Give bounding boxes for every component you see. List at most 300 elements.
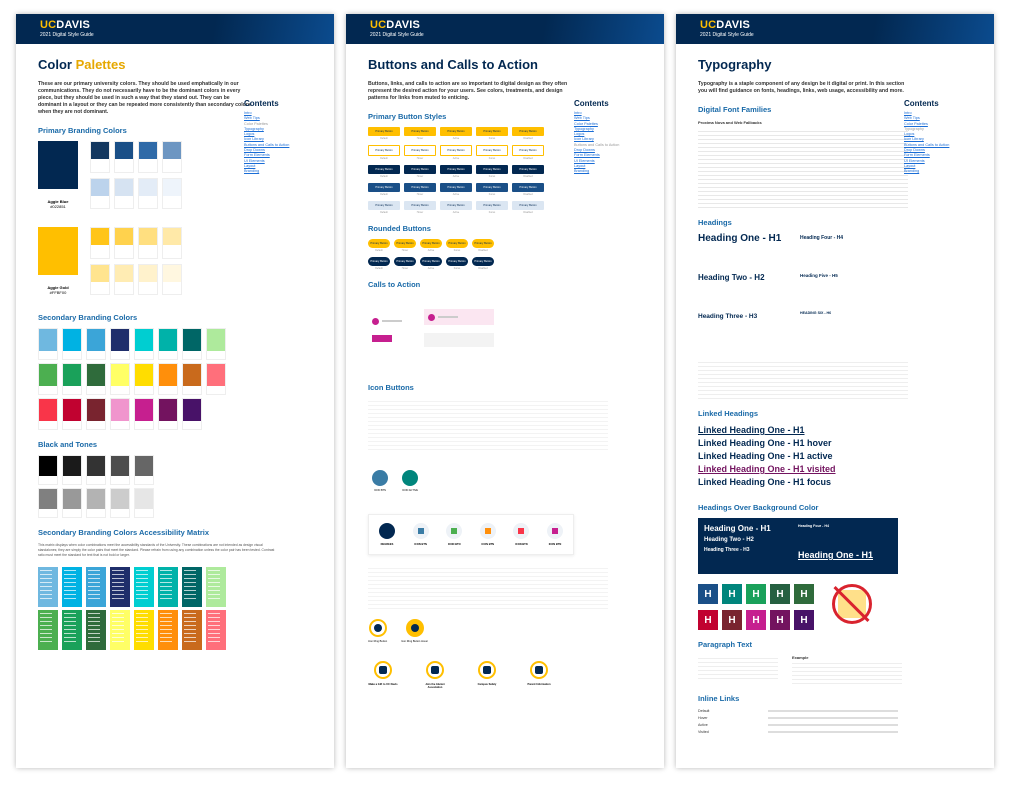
primary-button[interactable]: Primary Button <box>368 183 400 192</box>
swatch-label <box>111 351 129 359</box>
swatch-color <box>115 179 133 196</box>
icon-bar-button[interactable] <box>413 523 429 546</box>
matrix-cell <box>182 610 202 650</box>
button-state-caption: Hover <box>416 211 424 214</box>
bg-headings-heading: Headings Over Background Color <box>698 503 819 512</box>
ring-glyph <box>483 666 491 674</box>
ring-group-button[interactable] <box>420 661 450 689</box>
site-subtitle: 2021 Digital Style Guide <box>700 32 754 38</box>
button-state-caption: Disabled <box>523 175 533 178</box>
color-swatch <box>86 455 106 485</box>
ring-group-button[interactable] <box>524 661 554 689</box>
swatch-label <box>91 282 109 290</box>
swatch-color <box>159 399 177 421</box>
linked-heading-visited[interactable]: Linked Heading One - H1 visited <box>698 464 836 474</box>
button-state-caption: Focus <box>488 157 496 160</box>
swatch-color <box>87 364 105 386</box>
swatch-color <box>111 456 129 476</box>
rounded-button[interactable]: Primary Button <box>368 257 390 266</box>
rounded-button[interactable]: Primary Button <box>420 239 442 248</box>
button-state-caption: Default <box>380 157 388 160</box>
inline-links-heading: Inline Links <box>698 694 740 703</box>
linked-heading-hover[interactable]: Linked Heading One - H1 hover <box>698 438 832 448</box>
blue-tints <box>90 141 182 209</box>
color-swatch <box>90 227 110 259</box>
primary-button[interactable]: Primary Button <box>368 145 400 156</box>
icon-bar-button[interactable] <box>480 523 496 546</box>
primary-button[interactable]: Primary Button <box>512 145 544 156</box>
linked-heading-active[interactable]: Linked Heading One - H1 active <box>698 451 833 461</box>
color-swatch <box>110 398 130 430</box>
button-state-caption: Hover <box>416 157 424 160</box>
matrix-dots <box>40 613 52 643</box>
toc-color-palettes[interactable]: Color Palettes <box>904 121 928 126</box>
button-row <box>368 183 654 192</box>
swatch-label <box>91 196 109 204</box>
icon-bar-button[interactable] <box>446 523 462 546</box>
linked-headings-heading: Linked Headings <box>698 409 759 418</box>
icon-bar-button[interactable] <box>379 523 395 546</box>
swatch-color <box>115 265 133 282</box>
matrix-cell <box>158 610 178 650</box>
button-state-caption: Active <box>427 249 435 252</box>
color-swatch <box>86 363 106 395</box>
caption-row <box>368 249 654 252</box>
icon-ring-group <box>368 661 654 689</box>
h4-sample: Heading Four - H4 <box>800 235 844 241</box>
contents-nav <box>904 99 986 175</box>
color-swatch <box>134 398 154 430</box>
matrix-cell <box>38 567 58 607</box>
heading-color-tile: H <box>698 584 718 604</box>
primary-button[interactable]: Primary Button <box>476 201 508 210</box>
ring-glyph <box>535 666 543 674</box>
button-state-caption: Active <box>452 137 460 140</box>
toc-icon-library[interactable]: Icon Library <box>244 137 264 142</box>
toc-intro[interactable]: Intro <box>904 111 912 115</box>
color-swatch <box>38 455 58 485</box>
primary-button[interactable]: Primary Button <box>512 165 544 174</box>
swatch-color <box>163 228 181 245</box>
swatch-label <box>163 196 181 204</box>
ring-group-button[interactable] <box>472 661 502 689</box>
swatch-label <box>87 476 105 484</box>
color-swatch <box>38 363 58 395</box>
icon-bar-circle <box>480 523 496 539</box>
h2-sample: Heading Two - H2 <box>698 273 765 282</box>
icon-glyph <box>418 528 424 534</box>
button-state-caption: Focus <box>453 249 461 252</box>
icon-buttons-heading: Icon Buttons <box>368 383 414 392</box>
swatch-color <box>135 329 153 351</box>
heading-color-tile: H <box>746 610 766 630</box>
toc-layout[interactable]: Layout <box>574 163 586 168</box>
primary-button[interactable]: Primary Button <box>476 183 508 192</box>
toc-form-elements[interactable]: Form Elements <box>244 153 270 158</box>
primary-button[interactable]: Primary Button <box>440 183 472 192</box>
paragraph-specs <box>698 655 778 681</box>
secondary-colors-heading: Secondary Branding Colors <box>38 313 138 322</box>
matrix-intro: This matrix displays when color combinations meet the accessibility standards of the University. These combinations are not intended as design visual standalones; they are simply the color pairs that meet the standard. Please refrain from using any combination unless the color pair has been tested. Contrast ratio must meet the standard for text that is not bold or larger. <box>38 543 275 557</box>
matrix-cell <box>86 567 106 607</box>
color-swatch <box>86 398 106 430</box>
color-swatch <box>138 178 158 210</box>
inline-link-sample[interactable] <box>768 731 898 733</box>
primary-button[interactable]: Primary Button <box>440 201 472 210</box>
ring-circle <box>426 661 444 679</box>
color-swatch <box>114 178 134 210</box>
matrix-cell <box>38 610 58 650</box>
primary-button[interactable]: Primary Button <box>476 165 508 174</box>
primary-button[interactable]: Primary Button <box>512 183 544 192</box>
button-state-caption: Active <box>452 175 460 178</box>
heading-color-tile: H <box>698 610 718 630</box>
swatch-label <box>135 476 153 484</box>
primary-button[interactable]: Primary Button <box>404 165 436 174</box>
button-state-caption: Default <box>380 193 388 196</box>
primary-button[interactable]: Primary Button <box>440 127 472 136</box>
heading-color-tile: H <box>722 610 742 630</box>
rounded-button[interactable]: Primary Button <box>394 257 416 266</box>
toc-typography[interactable]: Typography <box>574 126 594 131</box>
color-swatch <box>134 363 154 395</box>
primary-button[interactable]: Primary Button <box>404 145 436 156</box>
accessibility-matrix <box>38 567 324 650</box>
buttons-page <box>346 14 664 768</box>
icon-bar-circle <box>513 523 529 539</box>
icon-bar-button[interactable] <box>547 523 563 546</box>
toc-color-palettes[interactable]: Color Palettes <box>574 121 598 126</box>
toc-icon-library[interactable]: Icon Library <box>904 137 924 142</box>
color-swatch <box>38 488 58 518</box>
primary-button[interactable]: Primary Button <box>368 165 400 174</box>
rounded-button[interactable]: Primary Button <box>446 257 468 266</box>
matrix-dots <box>88 570 100 600</box>
cta-link-button[interactable] <box>372 313 414 329</box>
icon-bar-button[interactable] <box>513 523 529 546</box>
rounded-button[interactable]: Primary Button <box>394 239 416 248</box>
rounded-buttons-heading: Rounded Buttons <box>368 224 431 233</box>
swatch-label <box>39 509 57 517</box>
swatch-color <box>183 364 201 386</box>
toc-buttons[interactable]: Buttons and Calls to Action <box>904 142 950 147</box>
inline-link-sample[interactable] <box>768 710 898 712</box>
ring-group-button[interactable] <box>368 661 398 689</box>
toc-icon-library[interactable]: Icon Library <box>574 137 594 142</box>
caption-row <box>368 193 654 196</box>
icon-default-button[interactable]: ICON BTN <box>368 470 392 492</box>
primary-button[interactable]: Primary Button <box>512 127 544 136</box>
linked-heading-focus[interactable]: Linked Heading One - H1 focus <box>698 477 832 487</box>
swatch-color <box>111 399 129 421</box>
swatch-label <box>183 421 201 429</box>
primary-buttons-heading: Primary Button Styles <box>368 112 447 121</box>
toc-web-tips[interactable]: Web Tips <box>904 116 920 121</box>
toc-branding[interactable]: Branding <box>904 169 920 174</box>
toc-web-tips[interactable]: Web Tips <box>244 116 260 121</box>
swatch-color <box>183 399 201 421</box>
cta-solid-button[interactable] <box>372 335 392 342</box>
site-subtitle: 2021 Digital Style Guide <box>370 32 424 38</box>
toc-typography[interactable]: Typography <box>904 126 924 131</box>
inline-link-row <box>698 730 984 734</box>
font-families-heading: Digital Font Families <box>698 105 772 114</box>
ucdavis-logo[interactable]: UCDAVIS <box>700 19 751 31</box>
button-state-caption: Disabled <box>523 137 533 140</box>
color-swatch <box>182 328 202 360</box>
swatch-label <box>39 386 57 394</box>
color-swatch <box>90 141 110 173</box>
heading-color-tile: H <box>794 584 814 604</box>
primary-button[interactable]: Primary Button <box>404 183 436 192</box>
color-swatch <box>158 363 178 395</box>
swatch-color <box>91 179 109 196</box>
rounded-button[interactable]: Primary Button <box>472 257 494 266</box>
site-header <box>676 14 994 44</box>
heading-color-tile: H <box>746 584 766 604</box>
matrix-cell <box>134 567 154 607</box>
toc-logos[interactable]: Logos <box>574 132 585 137</box>
button-state-caption: Hover <box>416 137 424 140</box>
swatch-label <box>163 159 181 167</box>
toc-typography[interactable]: Typography <box>244 126 264 131</box>
toc-color-palettes[interactable]: Color Palettes <box>244 121 268 126</box>
rounded-button[interactable]: Primary Button <box>472 239 494 248</box>
matrix-dots <box>112 570 124 600</box>
rounded-button[interactable]: Primary Button <box>420 257 442 266</box>
toc-buttons[interactable]: Buttons and Calls to Action <box>574 142 620 147</box>
color-swatch <box>162 264 182 296</box>
swatch-color <box>39 399 57 421</box>
swatch-label <box>115 196 133 204</box>
primary-button[interactable]: Primary Button <box>476 127 508 136</box>
swatch-color <box>39 489 57 509</box>
swatch-label <box>159 351 177 359</box>
primary-button[interactable]: Primary Button <box>404 127 436 136</box>
primary-button[interactable]: Primary Button <box>368 127 400 136</box>
swatch-color <box>63 364 81 386</box>
site-subtitle: 2021 Digital Style Guide <box>40 32 94 38</box>
aggie-blue-swatch: Aggie Blue #022851 <box>38 141 78 209</box>
icon-ring-button-hover[interactable]: Icon Ring Button Hover <box>401 619 428 643</box>
toc-drop-downs[interactable]: Drop Downs <box>904 148 925 153</box>
rounded-button[interactable]: Primary Button <box>446 239 468 248</box>
icon-ring-button[interactable]: Icon Ring Button <box>368 619 387 643</box>
swatch-label <box>207 351 225 359</box>
swatch-label <box>139 196 157 204</box>
heading-samples <box>698 233 984 353</box>
color-swatch <box>110 455 130 485</box>
inline-link-row <box>698 709 984 713</box>
matrix-cell <box>62 610 82 650</box>
icon-bar-label: DEGREES <box>380 543 394 546</box>
color-swatch <box>138 227 158 259</box>
swatch-label <box>91 245 109 253</box>
swatch-label <box>111 421 129 429</box>
primary-button[interactable]: Primary Button <box>404 201 436 210</box>
swatch-color <box>135 456 153 476</box>
matrix-cell <box>134 610 154 650</box>
swatch-label <box>135 509 153 517</box>
matrix-cell <box>206 567 226 607</box>
color-swatch <box>62 488 82 518</box>
site-header <box>346 14 664 44</box>
swatch-color <box>87 329 105 351</box>
color-swatch <box>206 328 226 360</box>
toc-branding[interactable]: Branding <box>244 169 260 174</box>
inline-link-state: Hover <box>698 716 708 720</box>
color-swatch <box>62 398 82 430</box>
matrix-dots <box>184 570 196 600</box>
intro-text: Buttons, links, and calls to action are so important to digital design as they often represent the desired action for your users. See colors, treatments, and design patterns for links from muted to enticing. <box>368 81 568 101</box>
icon-bar-circle <box>379 523 395 539</box>
icon-active-button[interactable]: ICON ACTIVE <box>398 470 422 492</box>
color-swatch <box>114 227 134 259</box>
swatch-label <box>63 351 81 359</box>
toc-buttons[interactable]: Buttons and Calls to Action <box>244 142 290 147</box>
page-title: Color Palettes <box>38 57 126 72</box>
button-state-caption: Default <box>380 211 388 214</box>
button-state-caption: Default <box>375 249 383 252</box>
swatch-label <box>183 386 201 394</box>
button-state-caption: Focus <box>453 267 461 270</box>
toc-drop-downs[interactable]: Drop Downs <box>244 148 265 153</box>
primary-button[interactable]: Primary Button <box>440 165 472 174</box>
contents-title: Contents <box>904 99 939 108</box>
cta-panel <box>424 333 494 347</box>
color-swatch <box>86 488 106 518</box>
ring-circle <box>374 661 392 679</box>
heading-color-tile: H <box>770 584 790 604</box>
rounded-button[interactable]: Primary Button <box>368 239 390 248</box>
toc-form-elements[interactable]: Form Elements <box>574 153 600 158</box>
color-swatch <box>182 363 202 395</box>
heading-color-tile: H <box>770 610 790 630</box>
swatch-label <box>163 245 181 253</box>
inline-link-sample[interactable] <box>768 724 898 726</box>
icon-glyph <box>552 528 558 534</box>
cta-link-button-hover[interactable] <box>424 309 494 325</box>
inline-link-state: Default <box>698 709 710 713</box>
swatch-label <box>115 282 133 290</box>
swatch-label <box>91 159 109 167</box>
button-state-caption: Focus <box>488 137 496 140</box>
toc-logos[interactable]: Logos <box>244 132 255 137</box>
secondary-colors-grid <box>38 328 324 430</box>
color-swatch <box>110 488 130 518</box>
matrix-dots <box>208 570 220 600</box>
matrix-cell <box>86 610 106 650</box>
matrix-dots <box>88 613 100 643</box>
color-swatch <box>134 488 154 518</box>
swatch-color <box>91 228 109 245</box>
primary-button[interactable]: Primary Button <box>512 201 544 210</box>
toc-intro[interactable]: Intro <box>244 111 252 115</box>
toc-branding[interactable]: Branding <box>574 169 590 174</box>
swatch-color <box>87 489 105 509</box>
heading-color-tiles <box>698 584 984 630</box>
primary-button[interactable]: Primary Button <box>440 145 472 156</box>
gold-tints <box>90 227 182 295</box>
matrix-dots <box>184 613 196 643</box>
swatch-label <box>87 351 105 359</box>
toc-logos[interactable]: Logos <box>904 132 915 137</box>
icon-buttons-description <box>368 398 608 450</box>
swatch-label <box>111 509 129 517</box>
toc-form-elements[interactable]: Form Elements <box>904 153 930 158</box>
primary-button[interactable]: Primary Button <box>476 145 508 156</box>
swatch-label <box>111 476 129 484</box>
matrix-cell <box>206 610 226 650</box>
ucdavis-logo[interactable]: UCDAVIS <box>370 19 421 31</box>
matrix-cell <box>182 567 202 607</box>
swatch-color <box>115 228 133 245</box>
swatch-color <box>135 399 153 421</box>
matrix-dots <box>136 613 148 643</box>
toc-ui-elements[interactable]: UI Elements <box>244 158 265 163</box>
button-state-caption: Active <box>452 211 460 214</box>
color-swatch <box>162 227 182 259</box>
color-swatch <box>158 328 178 360</box>
linked-heading-default[interactable]: Linked Heading One - H1 <box>698 425 805 435</box>
rounded-button-row <box>368 239 654 248</box>
ucdavis-logo[interactable]: UCDAVIS <box>40 19 91 31</box>
contents-title: Contents <box>244 99 279 108</box>
button-state-caption: Disabled <box>523 211 533 214</box>
toc-drop-downs[interactable]: Drop Downs <box>574 148 595 153</box>
swatch-label <box>139 159 157 167</box>
button-state-caption: Hover <box>416 175 424 178</box>
page-title: Typography <box>698 57 772 72</box>
cta-examples <box>368 295 654 365</box>
swatch-label <box>163 282 181 290</box>
swatch-label <box>87 386 105 394</box>
h3-sample: Heading Three - H3 <box>698 313 758 320</box>
toc-ui-elements[interactable]: UI Elements <box>904 158 925 163</box>
swatch-color <box>207 329 225 351</box>
inline-link-row <box>698 716 984 720</box>
toc-web-tips[interactable]: Web Tips <box>574 116 590 121</box>
toc-ui-elements[interactable]: UI Elements <box>574 158 595 163</box>
contents-nav <box>574 99 656 175</box>
color-swatch <box>182 398 202 430</box>
swatch-label <box>115 245 133 253</box>
inline-link-sample[interactable] <box>768 717 898 719</box>
button-state-caption: Hover <box>401 249 409 252</box>
swatch-color <box>159 364 177 386</box>
heading-tiles-grid <box>698 584 814 630</box>
matrix-dots <box>136 570 148 600</box>
dark-heading-panel: Heading One - H1 Heading Two - H2 Heading Three - H3 Heading Four - H4 Heading One - H1 <box>698 518 898 574</box>
toc-layout[interactable]: Layout <box>244 163 256 168</box>
swatch-color <box>39 456 57 476</box>
swatch-color <box>63 489 81 509</box>
toc-layout[interactable]: Layout <box>904 163 916 168</box>
color-swatch <box>206 363 226 395</box>
matrix-dots <box>64 570 76 600</box>
swatch-color <box>39 329 57 351</box>
swatch-label <box>183 351 201 359</box>
icon-glyph <box>485 528 491 534</box>
swatch-color <box>63 399 81 421</box>
primary-button[interactable]: Primary Button <box>368 201 400 210</box>
swatch-label <box>135 421 153 429</box>
icon-ring-description <box>368 565 608 611</box>
swatch-color <box>115 142 133 159</box>
swatch-label <box>139 282 157 290</box>
toc-intro[interactable]: Intro <box>574 111 582 115</box>
inline-links-list <box>698 709 984 734</box>
